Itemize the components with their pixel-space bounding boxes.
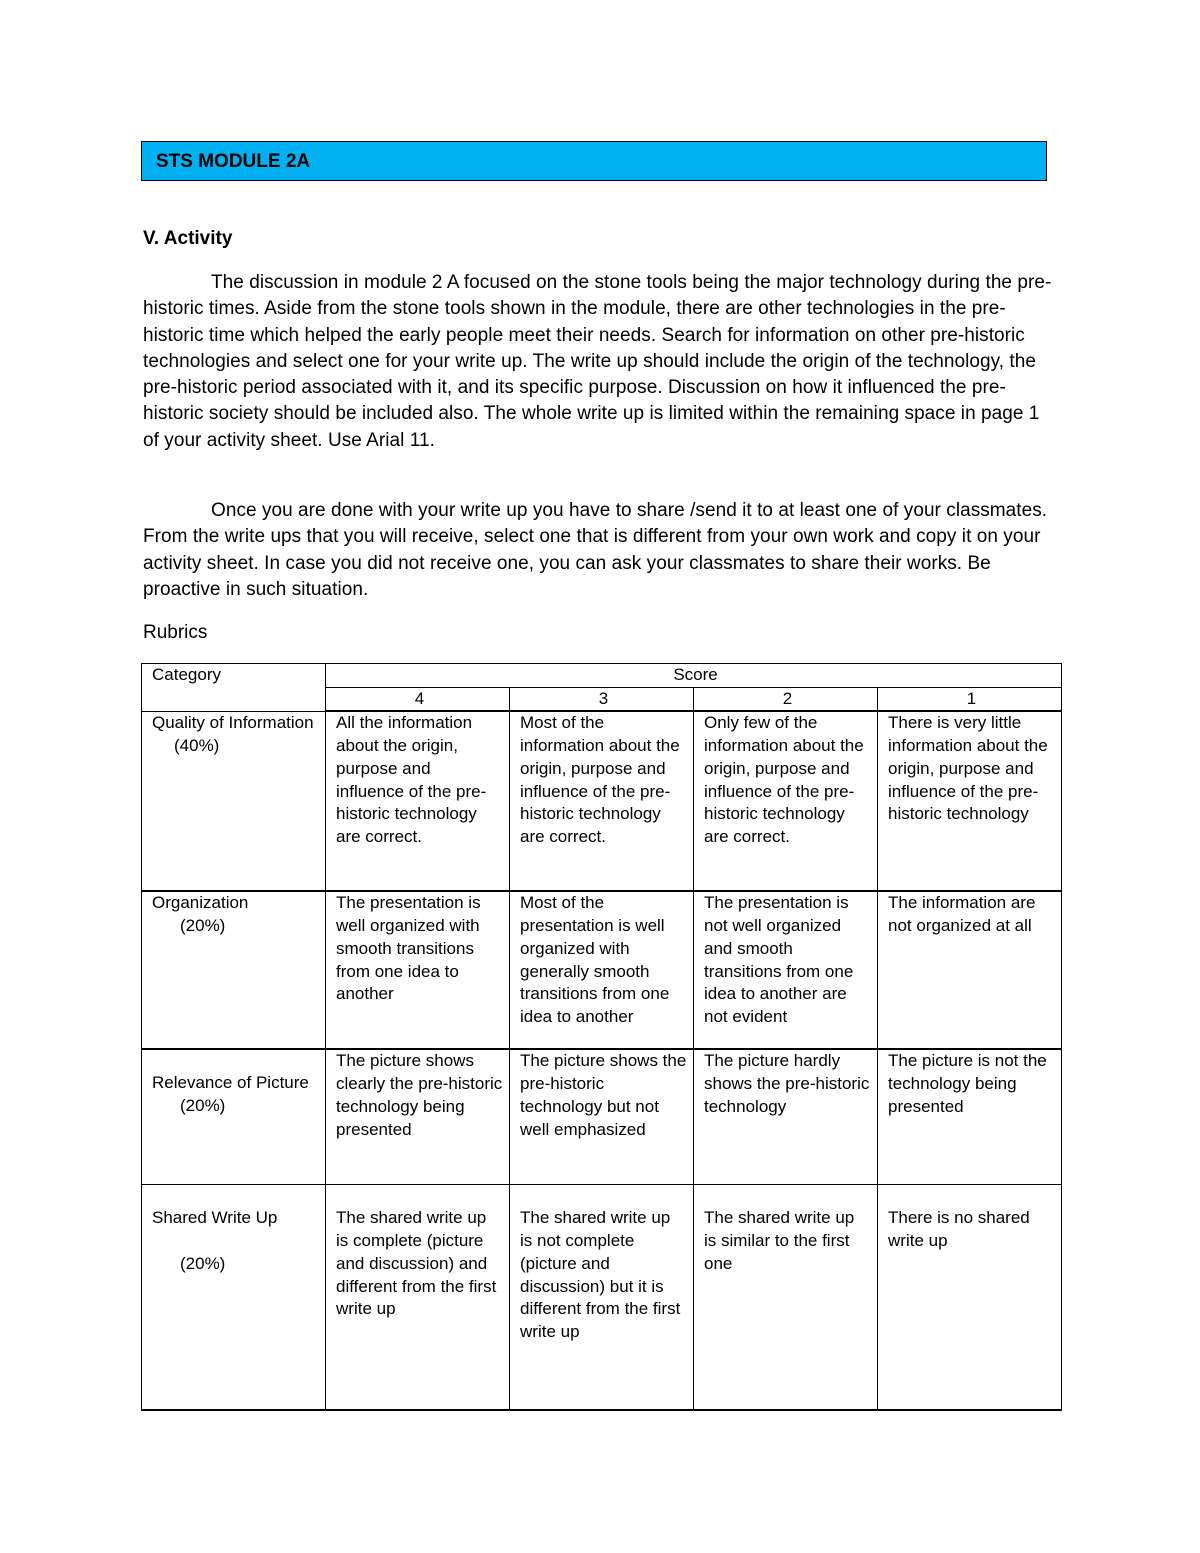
criteria-cell: The picture hardly shows the pre-historic technology [694,1049,878,1185]
activity-paragraph-1 [143,270,1055,454]
criteria-cell: The information are not organized at all [878,891,1062,1049]
category-cell-picture [142,1049,326,1185]
module-title: STS MODULE 2A [156,151,311,172]
criteria-cell: The shared write up is similar to the first one [694,1185,878,1411]
criteria-cell: There is no shared write up [878,1185,1062,1411]
score-3-header: 3 [510,687,694,711]
criteria-cell: Only few of the information about the origin, purpose and influence of the pre-historic technology are correct. [694,711,878,891]
criteria-cell: All the information about the origin, purpose and influence of the pre-historic technology are correct. [326,711,510,891]
activity-paragraph-2-text: Once you are done with your write up you have to share /send it to at least one of your classmates. From the write ups that you will receive, select one that is different from your own work and copy it on your activity sheet. In case you did not receive one, you can ask your classmates to share their works. Be proactive in such situation. [143,500,1048,600]
category-cell-shared [142,1185,326,1411]
category-name: Quality of Information [152,712,314,732]
criteria-cell: The shared write up is complete (picture and discussion) and different from the first write up [326,1185,510,1411]
score-2-header: 2 [694,687,878,711]
score-4-header: 4 [326,687,510,711]
rubric-row-shared [142,1185,1062,1411]
category-weight: (20%) [180,1253,226,1273]
criteria-cell: The shared write up is not complete (picture and discussion) but it is different from the first write up [510,1185,694,1411]
category-name: Relevance of Picture [152,1073,309,1093]
criteria-cell: The presentation is not well organized and smooth transitions from one idea to another are not evident [694,891,878,1049]
category-header: Category [142,664,326,712]
score-1-header: 1 [878,687,1062,711]
rubric-row-picture [142,1049,1062,1185]
criteria-cell: The presentation is well organized with smooth transitions from one idea to another [326,891,510,1049]
rubric-header-row [142,664,1062,688]
activity-paragraph-1-text: The discussion in module 2 A focused on the stone tools being the major technology during the pre-historic times. Aside from the stone tools shown in the module, there are other technologies in the pre-historic time which helped the early people meet their needs. Search for information on other pre-historic technologies and select one for your write up. The write up should include the origin of the technology, the pre-historic period associated with it, and its specific purpose. Discussion on how it influenced the pre-historic society should be included also. The whole write up is limited within the remaining space in page 1 of your activity sheet. Use Arial 11. [143,272,1052,451]
category-weight: (20%) [180,916,226,936]
category-cell-quality [142,711,326,891]
rubrics-label: Rubrics [143,622,208,643]
module-title-banner [141,141,1047,181]
criteria-cell: The picture shows clearly the pre-historic technology being presented [326,1049,510,1185]
category-name: Organization [152,893,249,913]
rubric-row-quality [142,711,1062,891]
criteria-cell: Most of the presentation is well organized with generally smooth transitions from one idea to another [510,891,694,1049]
criteria-cell: The picture shows the pre-historic technology but not well emphasized [510,1049,694,1185]
criteria-cell: The picture is not the technology being presented [878,1049,1062,1185]
rubric-row-organization [142,891,1062,1049]
category-cell-organization [142,891,326,1049]
category-weight: (20%) [180,1096,226,1116]
category-weight: (40%) [174,735,220,755]
criteria-cell: Most of the information about the origin, purpose and influence of the pre-historic technology are correct. [510,711,694,891]
rubric-table [141,663,1062,1411]
category-name: Shared Write Up [152,1208,278,1228]
score-header: Score [326,664,1062,688]
criteria-cell: There is very little information about the origin, purpose and influence of the pre-historic technology [878,711,1062,891]
activity-paragraph-2 [143,498,1055,603]
section-heading: V. Activity [143,228,233,249]
